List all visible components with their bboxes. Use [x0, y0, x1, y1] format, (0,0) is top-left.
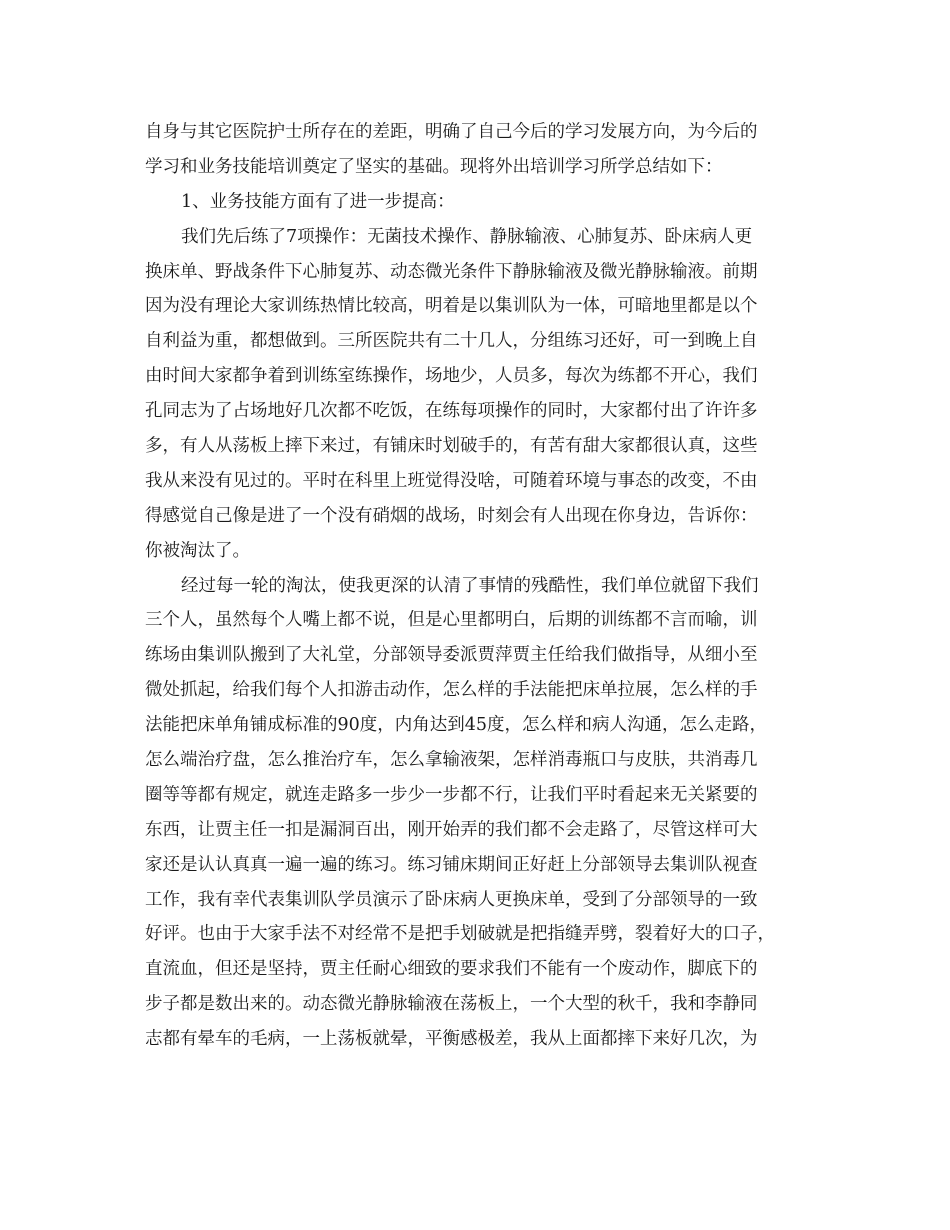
- text-line: 自身与其它医院护士所存在的差距，明确了自己今后的学习发展方向，为今后的: [145, 122, 758, 142]
- text-line: 东西，让贾主任一扣是漏洞百出，刚开始弄的我们都不会走路了，尽管这样可大: [145, 819, 758, 840]
- text-line: 志都有晕车的毛病，一上荡板就晕，平衡感极差，我从上面都摔下来好几次，为: [145, 1029, 758, 1050]
- text-line: 好评。也由于大家手法不对经常不是把手划破就是把指缝弄劈，裂着好大的口子，: [145, 924, 775, 945]
- text-line: 圈等等都有规定，就连走路多一步少一步都不行，让我们平时看起来无关紧要的: [145, 784, 758, 805]
- text-line: 经过每一轮的淘汰，使我更深的认清了事情的残酷性，我们单位就留下我们: [181, 575, 759, 596]
- text-line: 直流血，但还是坚持，贾主任耐心细致的要求我们不能有一个废动作，脚底下的: [145, 959, 758, 980]
- text-line: 步子都是数出来的。动态微光静脉输液在荡板上，一个大型的秋千，我和李静同: [145, 994, 758, 1015]
- document-body: [145, 115, 805, 1057]
- text-line: 怎么端治疗盘，怎么推治疗车，怎么拿输液架，怎样消毒瓶口与皮肤，共消毒几: [145, 750, 758, 771]
- section-heading: 1、业务技能方面有了进一步提高：: [181, 191, 455, 212]
- text-line: 微处抓起，给我们每个人扣游击动作，怎么样的手法能把床单拉展，怎么样的手: [145, 680, 758, 701]
- text-line: 家还是认认真真一遍一遍的练习。练习铺床期间正好赶上分部领导去集训队视查: [145, 854, 758, 875]
- text-line: 工作，我有幸代表集训队学员演示了卧床病人更换床单，受到了分部领导的一致: [145, 889, 758, 910]
- text-line: 由时间大家都争着到训练室练操作，场地少，人员多，每次为练都不开心，我们: [145, 366, 758, 387]
- text-line: 法能把床单角铺成标准的90度，内角达到45度，怎么样和病人沟通，怎么走路，: [145, 715, 768, 736]
- text-line: 练场由集训队搬到了大礼堂，分部领导委派贾萍贾主任给我们做指导，从细小至: [145, 645, 758, 666]
- text-line: 多，有人从荡板上摔下来过，有铺床时划破手的，有苦有甜大家都很认真，这些: [145, 436, 758, 457]
- text-line: 我从来没有见过的。平时在科里上班觉得没啥，可随着环境与事态的改变，不由: [145, 470, 758, 491]
- text-line: 得感觉自己像是进了一个没有硝烟的战场，时刻会有人出现在你身边，告诉你：: [145, 505, 758, 526]
- text-line: 我们先后练了7项操作：无菌技术操作、静脉输液、心肺复苏、卧床病人更: [181, 226, 753, 247]
- text-line: 自利益为重，都想做到。三所医院共有二十几人，分组练习还好，可一到晚上自: [145, 331, 758, 352]
- text-line: 孔同志为了占场地好几次都不吃饭，在练每项操作的同时，大家都付出了许许多: [145, 401, 758, 422]
- text-line: 换床单、野战条件下心肺复苏、动态微光条件下静脉输液及微光静脉输液。前期: [145, 261, 758, 282]
- text-line: 学习和业务技能培训奠定了坚实的基础。现将外出培训学习所学总结如下：: [145, 156, 723, 177]
- text-line: 你被淘汰了。: [145, 540, 250, 561]
- text-line: 三个人，虽然每个人嘴上都不说，但是心里都明白，后期的训练都不言而喻，训: [145, 610, 758, 631]
- text-line: 因为没有理论大家训练热情比较高，明着是以集训队为一体，可暗地里都是以个: [145, 296, 758, 317]
